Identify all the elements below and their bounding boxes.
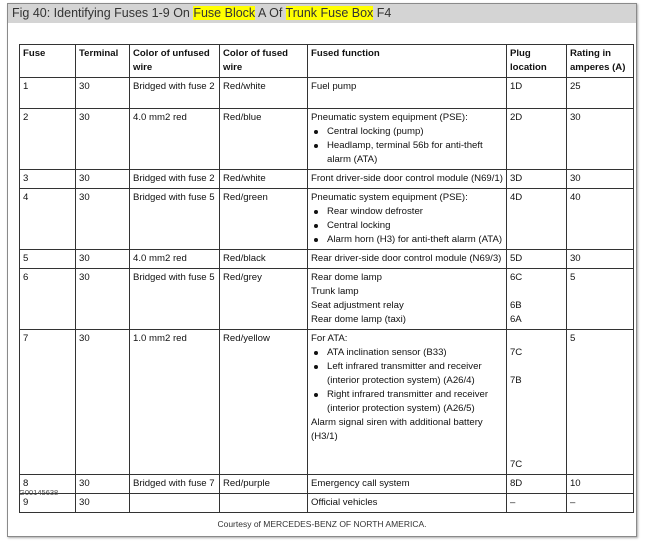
cell-plug (506, 494, 566, 513)
plug-location (510, 402, 563, 416)
bullet-item: ATA inclination sensor (B33) (311, 346, 503, 360)
cell-fuse: 5 (20, 250, 76, 269)
cell-function (308, 475, 507, 494)
column-header: Color of unfused wire (130, 45, 220, 78)
cell-fused: Red/purple (220, 475, 308, 494)
cell-function (308, 109, 507, 170)
function-line: Official vehicles (311, 497, 378, 508)
cell-plug (506, 189, 566, 250)
function-line: Seat adjustment relay (311, 300, 404, 311)
function-line: Rear dome lamp (311, 272, 382, 283)
function-line: Fuel pump (311, 81, 357, 92)
plug-location: 5D (509, 253, 523, 264)
table-row (20, 78, 634, 109)
plug-location: 6C (509, 272, 523, 283)
column-header: Color of fused wire (220, 45, 308, 78)
fuse-table (19, 44, 634, 513)
cell-fuse: 4 (20, 189, 76, 250)
bullet-item: Alarm horn (H3) for anti-theft alarm (ATA) (311, 233, 503, 247)
bullet-item: Rear window defroster (311, 205, 503, 219)
plug-location: 4D (509, 192, 523, 203)
table-row (20, 475, 634, 494)
cell-rating: 10 (566, 475, 633, 494)
cell-plug (506, 475, 566, 494)
cell-rating: 30 (566, 250, 633, 269)
table-row (20, 269, 634, 330)
bullet-item: Central locking (pump) (311, 125, 503, 139)
cell-fused: Red/white (220, 170, 308, 189)
table-row (20, 189, 634, 250)
cell-fused: Red/white (220, 78, 308, 109)
cell-unfused: Bridged with fuse 2 (130, 170, 220, 189)
cell-plug (506, 269, 566, 330)
function-line: Emergency call system (311, 478, 410, 489)
cell-fused: Red/blue (220, 109, 308, 170)
title-text: F4 (373, 6, 392, 20)
function-line: (interior protection system) (A26/4) (327, 375, 475, 386)
plug-location (510, 444, 563, 458)
cell-unfused: 4.0 mm2 red (130, 109, 220, 170)
cell-terminal: 30 (76, 189, 130, 250)
function-line: Front driver-side door control module (N69/1) (311, 173, 503, 184)
cell-terminal: 30 (76, 475, 130, 494)
cell-fuse: 8 (20, 475, 76, 494)
function-line: Pneumatic system equipment (PSE): (311, 192, 468, 203)
cell-unfused: Bridged with fuse 5 (130, 189, 220, 250)
bullet-item: Left infrared transmitter and receiver (311, 360, 503, 374)
cell-terminal: 30 (76, 109, 130, 170)
cell-fuse: 3 (20, 170, 76, 189)
cell-rating: 30 (566, 170, 633, 189)
table-row (20, 330, 634, 475)
cell-function (308, 330, 507, 475)
cell-rating: 5 (566, 330, 633, 475)
cell-unfused: 4.0 mm2 red (130, 250, 220, 269)
cell-plug (506, 170, 566, 189)
function-line: Rear driver-side door control module (N69/3) (311, 253, 502, 264)
cell-plug (506, 250, 566, 269)
function-line: For ATA: (311, 333, 348, 344)
cell-fuse: 1 (20, 78, 76, 109)
cell-fuse: 2 (20, 109, 76, 170)
plug-location: 6B (509, 300, 522, 311)
plug-location: – (509, 497, 516, 508)
plug-location (510, 416, 563, 430)
title-text: A Of (255, 6, 286, 20)
cell-terminal: 30 (76, 78, 130, 109)
plug-location: 7C (509, 347, 523, 358)
plug-location: 8D (509, 478, 523, 489)
cell-rating: 5 (566, 269, 633, 330)
function-line: (H3/1) (311, 431, 338, 442)
courtesy-note: Courtesy of MERCEDES-BENZ OF NORTH AMERICA. (217, 519, 427, 529)
cell-rating: 40 (566, 189, 633, 250)
column-header: Terminal (76, 45, 130, 78)
figure-title (8, 4, 636, 23)
cell-plug (506, 330, 566, 475)
cell-plug (506, 109, 566, 170)
bullet-item: Right infrared transmitter and receiver (311, 388, 503, 402)
function-line: Trunk lamp (311, 286, 359, 297)
function-line: (interior protection system) (A26/5) (327, 403, 475, 414)
cell-plug (506, 78, 566, 109)
plug-location: 7B (509, 375, 522, 386)
cell-unfused: Bridged with fuse 5 (130, 269, 220, 330)
cell-fused: Red/black (220, 250, 308, 269)
title-highlight: Trunk Fuse Box (285, 6, 374, 20)
cell-fused (220, 494, 308, 513)
plug-location (510, 360, 563, 374)
table-row (20, 494, 634, 513)
table-row (20, 170, 634, 189)
cell-fused: Red/grey (220, 269, 308, 330)
plug-location: 3D (509, 173, 523, 184)
plug-location: 7C (509, 459, 523, 470)
cell-fused: Red/green (220, 189, 308, 250)
cell-rating: 30 (566, 109, 633, 170)
figure-frame (7, 3, 637, 537)
function-line: Alarm signal siren with additional battery (311, 417, 483, 428)
plug-location (510, 388, 563, 402)
plug-location: 1D (509, 81, 523, 92)
plug-location (510, 430, 563, 444)
cell-unfused: Bridged with fuse 7 (130, 475, 220, 494)
cell-function (308, 494, 507, 513)
title-text: Fig 40: Identifying Fuses 1-9 On (12, 6, 194, 20)
bullet-item: Central locking (311, 219, 503, 233)
cell-terminal: 30 (76, 269, 130, 330)
plug-location: 2D (509, 112, 523, 123)
function-line: alarm (ATA) (327, 154, 378, 165)
plug-location: 6A (509, 314, 522, 325)
plug-location (510, 285, 563, 299)
cell-rating: 25 (566, 78, 633, 109)
cell-terminal: 30 (76, 170, 130, 189)
column-header: Rating in amperes (A) (566, 45, 633, 78)
table-row (20, 109, 634, 170)
cell-unfused: Bridged with fuse 2 (130, 78, 220, 109)
cell-fuse: 9 (20, 494, 76, 513)
function-line: Rear dome lamp (taxi) (311, 314, 406, 325)
function-line: Pneumatic system equipment (PSE): (311, 112, 468, 123)
cell-function (308, 78, 507, 109)
cell-terminal: 30 (76, 330, 130, 475)
column-header: Fused function (308, 45, 507, 78)
cell-terminal: 30 (76, 494, 130, 513)
column-header: Fuse (20, 45, 76, 78)
cell-terminal: 30 (76, 250, 130, 269)
cell-fused: Red/yellow (220, 330, 308, 475)
cell-fuse: 6 (20, 269, 76, 330)
image-code: G00145638 (19, 488, 59, 497)
cell-function (308, 250, 507, 269)
table-row (20, 250, 634, 269)
cell-fuse: 7 (20, 330, 76, 475)
column-header: Plug location (506, 45, 566, 78)
cell-function (308, 189, 507, 250)
cell-function (308, 170, 507, 189)
plug-location (510, 332, 563, 346)
bullet-item: Headlamp, terminal 56b for anti-theft (311, 139, 503, 153)
cell-rating: – (566, 494, 633, 513)
table-header-row (20, 45, 634, 78)
title-highlight: Fuse Block (193, 6, 256, 20)
cell-function (308, 269, 507, 330)
cell-unfused: 1.0 mm2 red (130, 330, 220, 475)
cell-unfused (130, 494, 220, 513)
